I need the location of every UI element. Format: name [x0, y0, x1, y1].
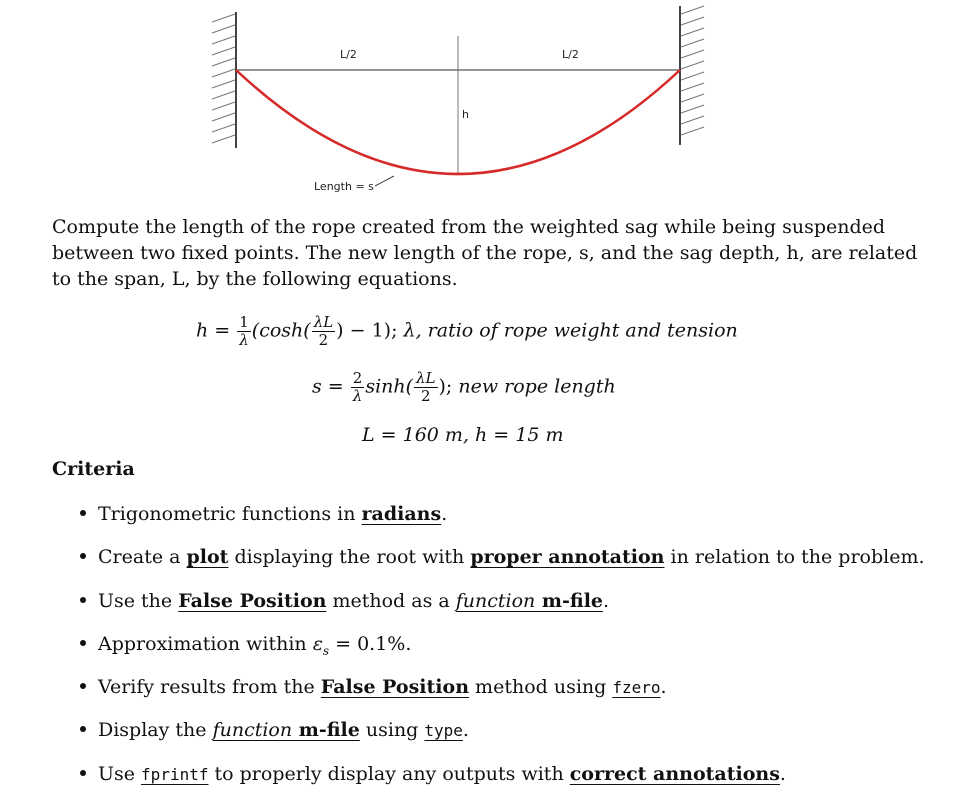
criteria-item: Approximation within $\varepsilon_s = 0.1\%$. [80, 628, 925, 671]
problem-statement: Compute the length of the rope created from the weighted sag while being suspended between two fixed points. The new length of the rope, s, and the sag depth, h, are related to the span, L, by the following equations. [52, 216, 918, 290]
sag-label: h [462, 108, 469, 121]
criteria-item: Use fprintf to properly display any outputs with correct annotations. [80, 758, 925, 801]
fraction: $\frac{1}{\lambda}$ [239, 313, 249, 349]
fraction: $\frac{\lambda L}{2}$ [416, 369, 436, 405]
criteria-item: Create a plot displaying the root with proper annotation in relation to the problem. [80, 541, 925, 584]
criteria-list [80, 498, 925, 801]
equation-values: L = 160 m, h = 15 m [362, 424, 564, 446]
right-wall-hatch [681, 6, 704, 135]
left-half-label: L/2 [340, 48, 357, 61]
left-wall-hatch [212, 14, 235, 143]
criteria-item: Verify results from the False Position method using fzero. [80, 671, 925, 714]
right-half-label: L/2 [562, 48, 579, 61]
length-label: Length = s [314, 180, 374, 193]
fraction: $\frac{\lambda L}{2}$ [313, 313, 334, 349]
criteria-item: Display the function m-file using type. [80, 714, 925, 757]
catenary-diagram [0, 0, 977, 205]
equation-s: s = $\frac{2}{\lambda}$ sinh( $\frac{\lambda L}{2}$ ); new rope length [312, 369, 616, 405]
criteria-item: Use the False Position method as a function m-file. [80, 585, 925, 628]
criteria-heading: Criteria [52, 458, 135, 480]
criteria-item: Trigonometric functions in radians. [80, 498, 925, 541]
fraction: $\frac{2}{\lambda}$ [352, 369, 363, 405]
equation-h: h = $\frac{1}{\lambda}$ (cosh( $\frac{\lambda L}{2}$ ) − 1); λ, ratio of rope weight and tension [196, 313, 738, 349]
length-pointer [375, 176, 394, 186]
